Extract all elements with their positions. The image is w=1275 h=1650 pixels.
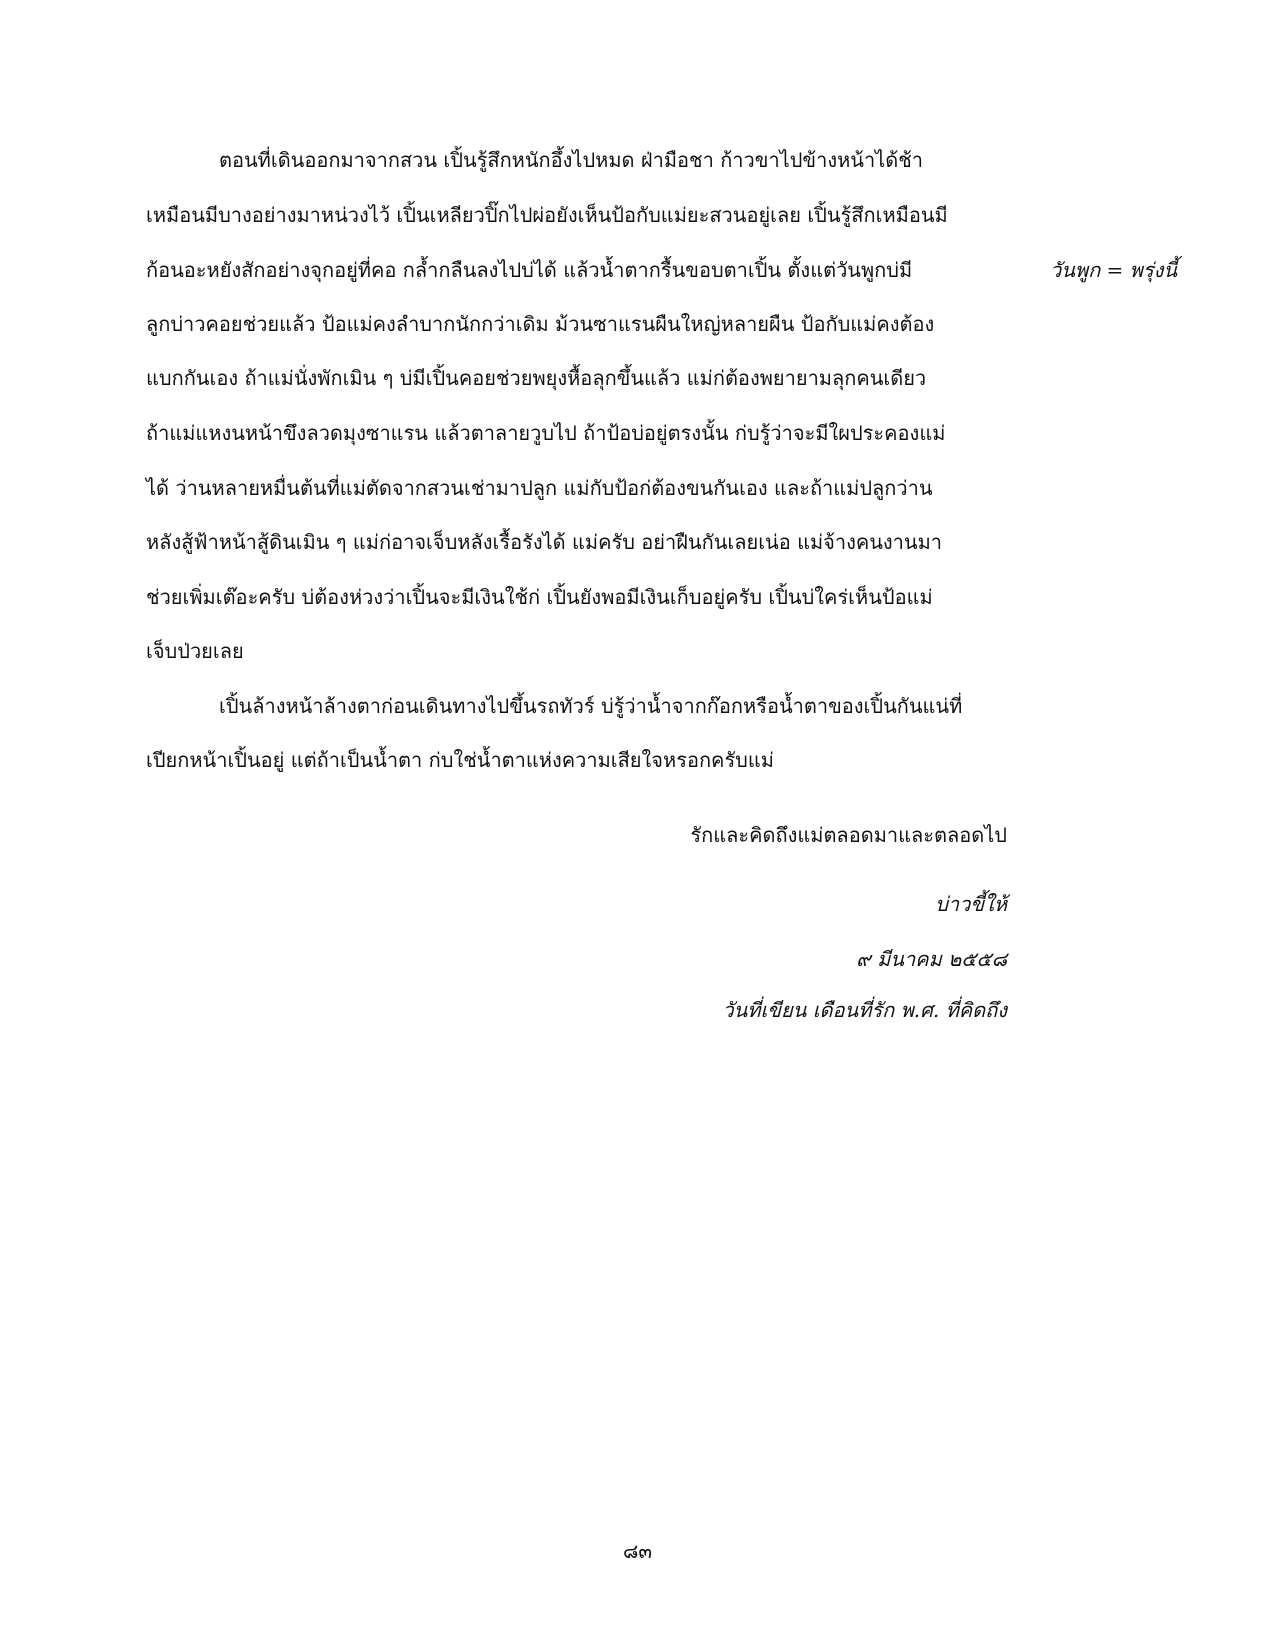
margin-gloss: วันพูก = พรุ่งนี้ [1050, 258, 1178, 282]
paragraph-1-line-6: ถ้าแม่แหงนหน้าขึงลวดมุงซาแรน แล้วตาลายวูบไป ถ้าป้อบ่อยู่ตรงนั้น ก่บรู้ว่าจะมีใผประคองแม่ [146, 421, 946, 445]
paragraph-1-line-10: เจ็บป่วยเลย [146, 639, 244, 663]
paragraph-1-line-1: ตอนที่เดินออกมาจากสวน เปิ้นรู้สึกหนักอึ้งไปหมด ฝ่ามือชา ก้าวขาไปข้างหน้าได้ช้า [219, 148, 924, 172]
paragraph-2-line-1: เปิ้นล้างหน้าล้างตาก่อนเดินทางไปขึ้นรถทัวร์ บ่รู้ว่าน้ำจากก๊อกหรือน้ำตาของเปิ้นกันแน่ที่ [219, 694, 963, 718]
letter-date: ๙ มีนาคม ๒๕๕๘ [856, 947, 1007, 971]
paragraph-1-line-7: ได้ ว่านหลายหมื่นต้นที่แม่ตัดจากสวนเช่ามาปลูก แม่กับป้อก่ต้องขนกันเอง และถ้าแม่ปลูกว่าน [146, 476, 933, 500]
paragraph-2-line-2: เปียกหน้าเปิ้นอยู่ แต่ถ้าเป็นน้ำตา ก่บใช่น้ำตาแห่งความเสียใจหรอกครับแม่ [146, 748, 774, 772]
paragraph-1-line-9: ช่วยเพิ่มเต๊อะครับ บ่ต้องห่วงว่าเปิ้นจะมีเงินใช้ก่ เปิ้นยังพอมีเงินเก็บอยู่ครับ เปิ้นบ่ใคร่เห็นป้อแม่ [146, 585, 933, 609]
signature: บ่าวขี้ให้ [935, 892, 1007, 916]
paragraph-1-line-3: ก้อนอะหยังสักอย่างจุกอยู่ที่คอ กล้ำกลืนลงไปบ่ได้ แล้วน้ำตากรื้นขอบตาเปิ้น ตั้งแต่วันพูกบ่มี [146, 258, 913, 282]
paragraph-1-line-5: แบกกันเอง ถ้าแม่นั่งพักเมิน ๆ บ่มีเปิ้นคอยช่วยพยุงหื้อลุกขึ้นแล้ว แม่ก่ต้องพยายามลุกคนเดียว [146, 366, 927, 390]
page-number: ๘๓ [622, 1539, 653, 1563]
paragraph-1-line-2: เหมือนมีบางอย่างมาหน่วงไว้ เปิ้นเหลียวปิ๊กไปผ่อยังเห็นป้อกับแม่ยะสวนอยู่เลย เปิ้นรู้สึกเหมือนมี [146, 203, 948, 227]
date-note: วันที่เขียน เดือนที่รัก พ.ศ. ที่คิดถึง [722, 998, 1007, 1022]
paragraph-1-line-4: ลูกบ่าวคอยช่วยแล้ว ป้อแม่คงลำบากนักกว่าเดิม ม้วนซาแรนผืนใหญ่หลายผืน ป้อกับแม่คงต้อง [146, 312, 935, 336]
paragraph-1-line-8: หลังสู้ฟ้าหน้าสู้ดินเมิน ๆ แม่ก่อาจเจ็บหลังเรื้อรังได้ แม่ครับ อย่าฝืนกันเลยเน่อ แม่จ้างคนงานมา [146, 530, 942, 554]
closing-line: รักและคิดถึงแม่ตลอดมาและตลอดไป [690, 823, 1007, 847]
